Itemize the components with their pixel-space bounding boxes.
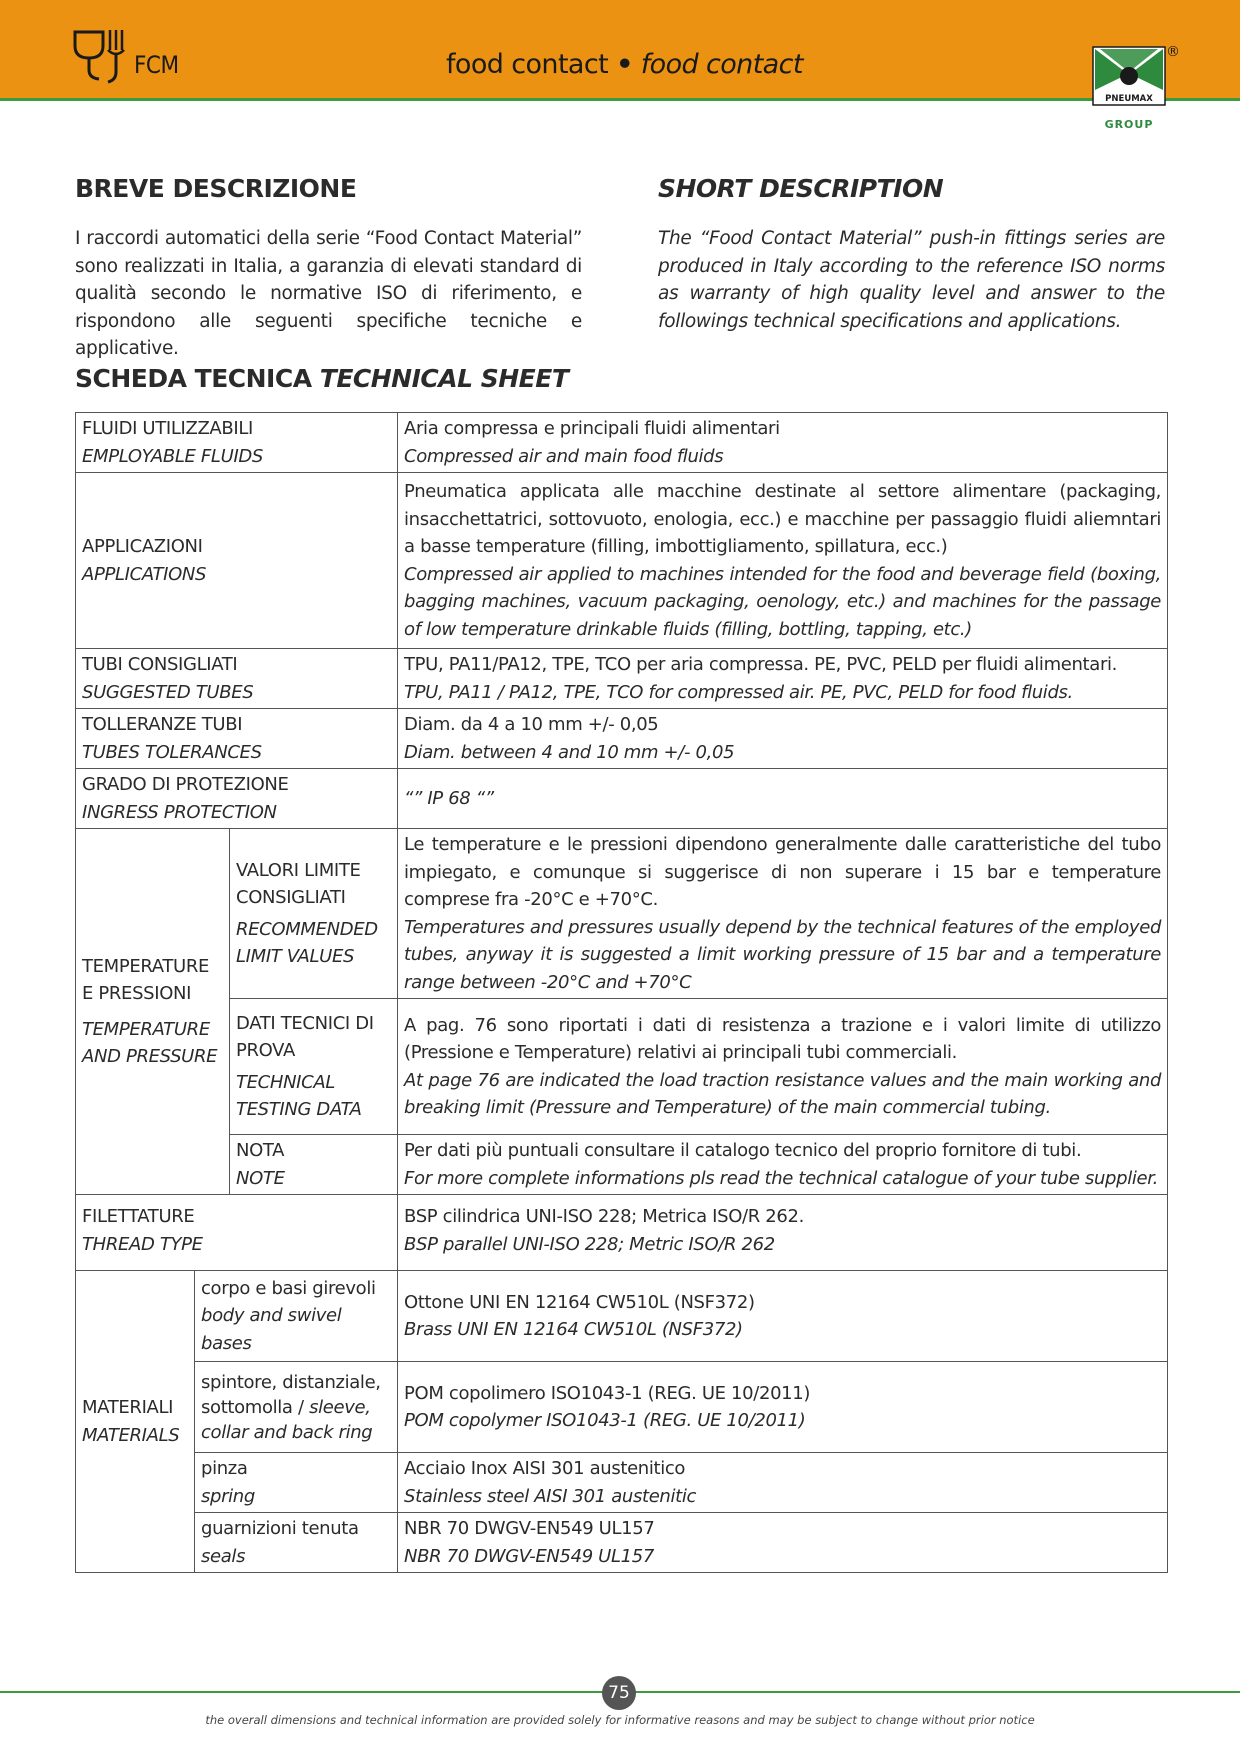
sublabel-it: NOTA <box>236 1140 285 1161</box>
label-en: TUBES TOLERANCES <box>82 741 262 763</box>
value-cell <box>398 1195 1168 1271</box>
label-cell <box>76 769 398 829</box>
table-row-materials-body <box>76 1271 1168 1362</box>
sublabel-en: seals <box>201 1545 246 1567</box>
sublabel-en: RECOMMENDED LIMIT VALUES <box>236 918 378 967</box>
value-en: Compressed air and main food fluids <box>404 445 724 467</box>
sublabel-cell <box>195 1271 398 1362</box>
sublabel-it: pinza <box>201 1458 248 1479</box>
value-it: Aria compressa e principali fluidi alimentari <box>404 418 780 439</box>
value-cell <box>398 413 1168 473</box>
sublabel-cell <box>195 1362 398 1453</box>
value-en: NBR 70 DWGV-EN549 UL157 <box>404 1545 654 1567</box>
value-en: Temperatures and pressures usually depend by the technical features of the employed tubes, anyway it is suggested a limit working pressure of 15 bar and a temperature range between -20°C and +70°C <box>404 916 1162 993</box>
page-number: 75 <box>602 1676 636 1710</box>
label-cell <box>76 473 398 649</box>
value-it: Acciaio Inox AISI 301 austenitico <box>404 1458 686 1479</box>
label-en: EMPLOYABLE FLUIDS <box>82 445 263 467</box>
table-row-applications <box>76 473 1168 649</box>
value-en: BSP parallel UNI-ISO 228; Metric ISO/R 262 <box>404 1233 775 1255</box>
sublabel-separator: / <box>292 1396 310 1418</box>
label-it: FILETTATURE <box>82 1206 195 1227</box>
header-title <box>446 49 803 80</box>
sublabel-it: VALORI LIMITE CONSIGLIATI <box>236 859 361 908</box>
sublabel-en: NOTE <box>236 1167 285 1189</box>
table-row-materials-seals <box>76 1513 1168 1573</box>
logo-text: PNEUMAX <box>1105 94 1153 104</box>
value-en: Stainless steel AISI 301 austenitic <box>404 1485 697 1507</box>
value-en: Diam. between 4 and 10 mm +/- 0,05 <box>404 741 735 763</box>
technical-sheet-heading-it: SCHEDA TECNICA <box>75 364 312 393</box>
label-it: GRADO DI PROTEZIONE <box>82 774 289 795</box>
label-en: MATERIALS <box>82 1424 180 1446</box>
label-cell <box>76 1271 195 1573</box>
pneumax-logo <box>1092 46 1166 106</box>
value-cell <box>398 473 1168 649</box>
value-en: POM copolymer ISO1043-1 (REG. UE 10/2011) <box>404 1410 806 1431</box>
table-row-suggested-tubes <box>76 649 1168 709</box>
logo-group-label: GROUP <box>1104 118 1154 131</box>
header-title-separator: • <box>616 49 633 80</box>
label-cell <box>76 413 398 473</box>
table-row-materials-sleeve <box>76 1362 1168 1453</box>
sublabel-it: guarnizioni tenuta <box>201 1518 359 1539</box>
value-en: Brass UNI EN 12164 CW510L (NSF372) <box>404 1319 743 1340</box>
sublabel-en: TECHNICAL TESTING DATA <box>236 1071 362 1120</box>
en-description-text: The “Food Contact Material” push-in fittings series are produced in Italy according to the reference ISO norms as warranty of high quality level and answer to the followings technical specifications and applications. <box>658 228 1165 332</box>
table-row-temperature-note <box>76 1135 1168 1195</box>
sublabel-it: DATI TECNICI DI PROVA <box>236 1012 374 1061</box>
table-row-tube-tolerances <box>76 709 1168 769</box>
value-cell <box>398 1362 1168 1453</box>
value-cell <box>398 649 1168 709</box>
value-cell: “” IP 68 “” <box>398 769 1168 829</box>
label-en: INGRESS PROTECTION <box>82 801 277 823</box>
value-cell <box>398 1513 1168 1573</box>
label-en: APPLICATIONS <box>82 563 207 585</box>
value-it: TPU, PA11/PA12, TPE, TCO per aria compressa. PE, PVC, PELD per fluidi alimentari. <box>404 654 1118 675</box>
label-it: TUBI CONSIGLIATI <box>82 654 238 675</box>
technical-sheet-heading <box>75 364 568 393</box>
table-row-materials-spring <box>76 1453 1168 1513</box>
value-it: Diam. da 4 a 10 mm +/- 0,05 <box>404 714 659 735</box>
label-cell <box>76 709 398 769</box>
value-en: Compressed air applied to machines intended for the food and beverage field (boxing, bagging machines, vacuum packaging, oenology, etc.) and machines for the passage of low temperature drinkable fluids (filling, bottling, tapping, etc.) <box>404 563 1162 640</box>
label-cell <box>76 829 230 1195</box>
value-cell <box>398 1271 1168 1362</box>
header-title-italic: food contact <box>640 49 803 80</box>
label-it: TOLLERANZE TUBI <box>82 714 243 735</box>
value-it: Le temperature e le pressioni dipendono generalmente dalle caratteristiche del tubo impiegato, e comunque si suggerisce di non superare i 15 bar e temperature comprese fra -20°C e +70°C. <box>404 834 1162 910</box>
fcm-label: FCM <box>134 51 179 79</box>
value-it: Per dati più puntuali consultare il catalogo tecnico del proprio fornitore di tubi. <box>404 1140 1082 1161</box>
table-row-thread-type <box>76 1195 1168 1271</box>
label-en: TEMPERATURE AND PRESSURE <box>82 1018 218 1067</box>
sublabel-en: body and swivel bases <box>201 1305 342 1354</box>
value-en: At page 76 are indicated the load traction resistance values and the main working and breaking limit (Pressure and Temperature) of the main commercial tubing. <box>404 1069 1162 1118</box>
table-row-fluids <box>76 413 1168 473</box>
technical-sheet-heading-en: TECHNICAL SHEET <box>319 364 569 393</box>
it-description-text: I raccordi automatici della serie “Food Contact Material” sono realizzati in Italia, a garanzia di elevati standard di qualità secondo le normative ISO di riferimento, e rispondono alle seguenti specifiche tecniche e applicative. <box>75 228 582 359</box>
header-divider <box>0 98 1240 101</box>
value-cell <box>398 1453 1168 1513</box>
sublabel-cell <box>195 1513 398 1573</box>
technical-sheet-table <box>75 412 1167 1573</box>
registered-mark: ® <box>1166 44 1180 60</box>
label-it: APPLICAZIONI <box>82 536 203 557</box>
value-en: For more complete informations pls read the technical catalogue of your tube supplier. <box>404 1167 1158 1189</box>
value-it: A pag. 76 sono riportati i dati di resistenza a trazione e i valori limite di utilizzo (Pressione e Temperature) relativi ai principali tubi commerciali. <box>404 1014 1162 1063</box>
label-cell <box>76 649 398 709</box>
value-it: BSP cilindrica UNI-ISO 228; Metrica ISO/R 262. <box>404 1206 804 1227</box>
value-it: Pneumatica applicata alle macchine destinate al settore alimentare (packaging, insacchettatrici, sottovuoto, enologia, ecc.) e macchine per passaggio fluidi aliemntari a basse temperature (filling, imbottigliamento, spillatura, ecc.) <box>404 481 1162 557</box>
table-row-temperature-limits <box>76 829 1168 999</box>
label-it: TEMPERATURE E PRESSIONI <box>82 955 210 1004</box>
label-en: SUGGESTED TUBES <box>82 681 254 703</box>
sublabel-cell <box>230 999 398 1135</box>
label-cell <box>76 1195 398 1271</box>
food-contact-icon <box>72 28 132 84</box>
table-row-ingress-protection <box>76 769 1168 829</box>
sublabel-cell <box>195 1453 398 1513</box>
it-description-heading: BREVE DESCRIZIONE <box>75 174 357 203</box>
sublabel-cell <box>230 829 398 999</box>
sublabel-it: corpo e basi girevoli <box>201 1277 376 1299</box>
header-title-regular: food contact <box>446 49 609 80</box>
value-cell <box>398 709 1168 769</box>
en-description-heading: SHORT DESCRIPTION <box>658 174 944 203</box>
label-it: MATERIALI <box>82 1397 174 1418</box>
value-it: NBR 70 DWGV-EN549 UL157 <box>404 1518 655 1539</box>
value-en: TPU, PA11 / PA12, TPE, TCO for compressed air. PE, PVC, PELD for food fluids. <box>404 681 1073 703</box>
value-it: Ottone UNI EN 12164 CW510L (NSF372) <box>404 1291 755 1313</box>
value-cell <box>398 999 1168 1135</box>
sublabel-it: spintore, distanziale, sottomolla <box>201 1371 381 1418</box>
table-row-temperature-testing <box>76 999 1168 1135</box>
label-en: THREAD TYPE <box>82 1233 203 1255</box>
value-it: POM copolimero ISO1043-1 (REG. UE 10/2011) <box>404 1382 811 1404</box>
sublabel-en: sleeve, collar and back ring <box>201 1396 373 1443</box>
value-cell <box>398 1135 1168 1195</box>
value-cell <box>398 829 1168 999</box>
label-it: FLUIDI UTILIZZABILI <box>82 418 253 439</box>
footer-disclaimer: the overall dimensions and technical information are provided solely for informative reasons and may be subject to change without prior notice <box>205 1713 1035 1727</box>
sublabel-en: spring <box>201 1485 255 1507</box>
sublabel-cell <box>230 1135 398 1195</box>
